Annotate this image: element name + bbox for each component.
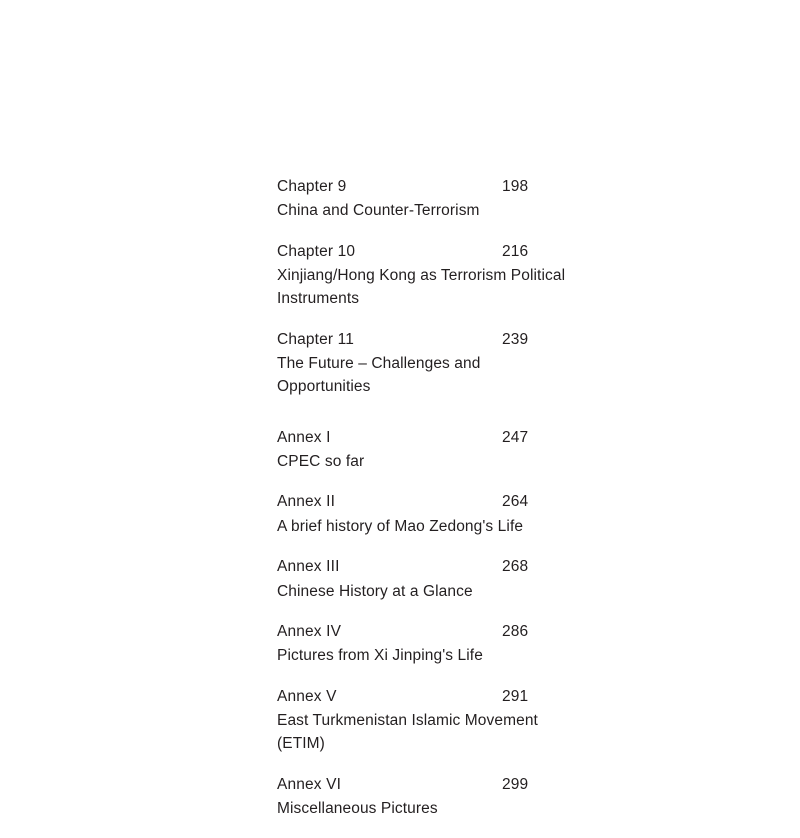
toc-entry-page: 299 [502,775,529,793]
toc-entry-label: Annex III [277,558,340,576]
toc-entry-head [277,241,637,263]
toc-entry [277,621,637,668]
toc-entry [277,329,637,399]
toc-entry-head [277,556,637,578]
toc-entry-page: 264 [502,493,529,511]
toc-entry-title: CPEC so far [277,453,365,471]
toc-entry-label: Chapter 9 [277,178,347,195]
toc-entry-title: East Turkmenistan Islamic Movement (ETIM) [277,712,538,753]
toc-entry [277,241,637,311]
toc-entry-head [277,176,637,198]
toc-entry-label: Annex VI [277,775,342,793]
toc-entry-label: Annex I [277,428,331,446]
toc-entry-head [277,686,637,708]
toc-entry-title: China and Counter-Terrorism [277,202,480,220]
toc-entry-head [277,621,637,643]
toc-entry-label: Annex IV [277,622,342,640]
toc-entry-page: 239 [502,330,529,348]
toc-entry [277,556,637,603]
toc-entry-head [277,427,637,449]
toc-entry-label: Chapter 10 [277,242,356,260]
toc-entry-title: A brief history of Mao Zedong's Life [277,517,524,535]
toc-entry-page: 268 [502,558,529,576]
toc-entry-title: Pictures from Xi Jinping's Life [277,647,483,665]
toc-entry-head [277,329,637,351]
toc-entry-title: Chinese History at a Glance [277,582,473,600]
toc-entry-head [277,774,637,796]
toc-entry-page: 291 [502,687,529,705]
toc-entry-page: 286 [502,622,529,640]
toc-entry [277,176,637,223]
toc-entry-label: Annex II [277,493,336,511]
toc-entry-page: 247 [502,428,529,446]
toc-entry-label: Chapter 11 [277,330,355,348]
toc-entry-page: 198 [502,178,529,195]
toc-entry-head [277,491,637,513]
table-of-contents [277,176,637,838]
toc-entry-title: Xinjiang/Hong Kong as Terrorism Political Instruments [277,267,566,308]
toc-entry-page: 216 [502,242,529,260]
toc-entry [277,686,637,756]
toc-entry [277,427,637,474]
toc-entry [277,491,637,538]
toc-entry-title: The Future – Challenges and Opportunities [277,355,481,396]
toc-entry-title: Miscellaneous Pictures [277,799,438,817]
toc-entry-label: Annex V [277,687,337,705]
toc-entry [277,774,637,821]
